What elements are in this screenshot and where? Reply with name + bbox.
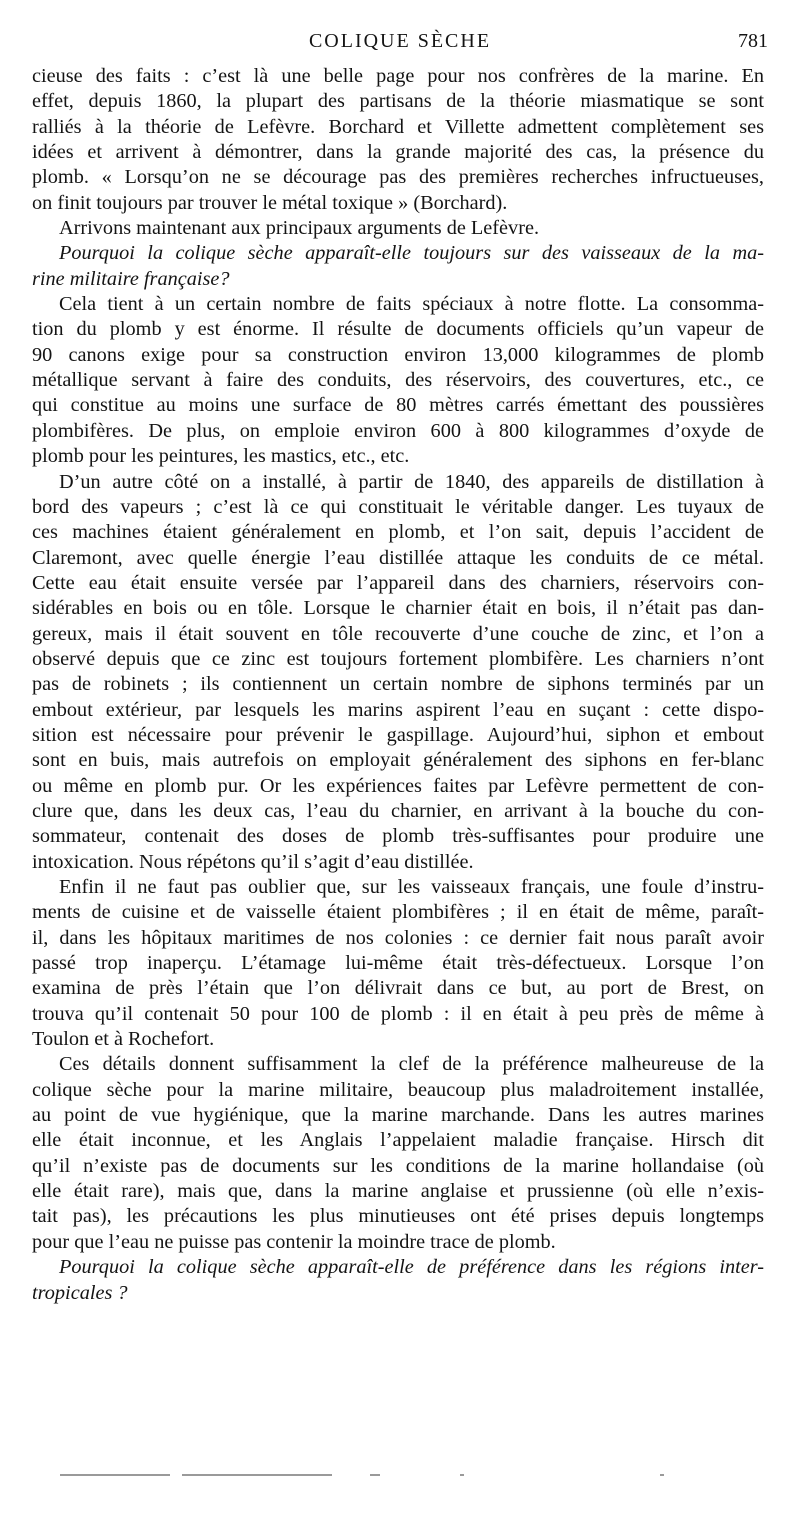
text-line: observé depuis que ce zinc est toujours fortement plombifère. Les charniers n’ont xyxy=(32,647,764,670)
scan-artifact xyxy=(460,1474,464,1476)
text-line: sommateur, contenait des doses de plomb très-suffisantes pour produire une xyxy=(32,825,764,848)
text-line: Arrivons maintenant aux principaux arguments de Lefèvre. xyxy=(59,217,540,240)
scan-artifact xyxy=(370,1474,380,1476)
text-line: ces machines étaient généralement en plomb, et l’on sait, depuis l’accident de xyxy=(32,521,764,544)
text-line: effet, depuis 1860, la plupart des partisans de la théorie miasmatique se sont xyxy=(32,90,764,113)
text-line: sidérables en bois ou en tôle. Lorsque le charnier était en bois, il n’était pas dan- xyxy=(32,597,764,620)
text-line: passé trop inaperçu. L’étamage lui-même était très-défectueux. Lorsque l’on xyxy=(32,952,764,975)
text-line: ou même en plomb pur. Or les expériences faites par Lefèvre permettent de con- xyxy=(32,774,764,797)
text-line: intoxication. Nous répétons qu’il s’agit d’eau distillée. xyxy=(32,850,474,873)
text-line: Claremont, avec quelle énergie l’eau distillée attaque les conduits de ce métal. xyxy=(32,546,764,569)
text-line: ments de cuisine et de vaisselle étaient plombifères ; il en était de même, paraît- xyxy=(32,901,764,924)
text-line: sition est nécessaire pour prévenir le gaspillage. Aujourd’hui, siphon et embout xyxy=(32,723,764,746)
text-line: rine militaire française? xyxy=(32,267,230,290)
text-line: plombifères. De plus, on emploie environ 600 à 800 kilogrammes d’oxyde de xyxy=(32,419,764,442)
scan-artifact xyxy=(660,1474,664,1476)
text-line: Pourquoi la colique sèche apparaît-elle de préférence dans les régions inter- xyxy=(59,1256,764,1279)
text-line: bord des vapeurs ; c’est là ce qui constituait le véritable danger. Les tuyaux de xyxy=(32,495,764,518)
text-line: elle était rare), mais que, dans la marine anglaise et prussienne (où elle n’exis- xyxy=(32,1180,764,1203)
text-line: idées et arrivent à démontrer, dans la grande majorité des cas, la présence du xyxy=(32,141,764,164)
text-line: qu’il n’existe pas de documents sur les conditions de la marine hollandaise (où xyxy=(32,1154,764,1177)
text-line: trouva qu’il contenait 50 pour 100 de plomb : il en était à peu près de même à xyxy=(32,1002,764,1025)
text-line: plomb. « Lorsqu’on ne se décourage pas des premières recherches infructueuses, xyxy=(32,166,764,189)
text-line: sont en buis, mais autrefois on employait généralement des siphons en fer-blanc xyxy=(32,749,764,772)
text-line: gereux, mais il était souvent en tôle recouverte d’une couche de zinc, et l’on a xyxy=(32,622,764,645)
text-line: 90 canons exige pour sa construction environ 13,000 kilogrammes de plomb xyxy=(32,343,764,366)
text-line: cieuse des faits : c’est là une belle page pour nos confrères de la marine. En xyxy=(32,65,764,87)
text-line: elle était inconnue, et les Anglais l’appelaient maladie française. Hirsch dit xyxy=(32,1129,764,1152)
text-line: ralliés à la théorie de Lefèvre. Borchard et Villette admettent complètement ses xyxy=(32,115,764,138)
page-header xyxy=(32,30,768,56)
text-line: au point de vue hygiénique, que la marine marchande. Dans les autres marines xyxy=(32,1104,764,1127)
text-line: examina de près l’étain que l’on délivrait dans ce but, au port de Brest, on xyxy=(32,977,764,1000)
text-line: plomb pour les peintures, les mastics, etc., etc. xyxy=(32,445,410,468)
text-line: tropicales ? xyxy=(32,1281,128,1304)
text-line: D’un autre côté on a installé, à partir de 1840, des appareils de distillation à xyxy=(59,470,764,493)
text-line: colique sèche pour la marine militaire, beaucoup plus maladroitement installée, xyxy=(32,1078,764,1101)
text-line: embout extérieur, par lesquels les marins aspirent l’eau en suçant : cette dispo- xyxy=(32,698,764,721)
text-line: Toulon et à Rochefort. xyxy=(32,1028,215,1051)
text-line: pour que l’eau ne puisse pas contenir la moindre trace de plomb. xyxy=(32,1230,556,1253)
running-title: COLIQUE SÈCHE xyxy=(308,30,492,52)
text-line: tion du plomb y est énorme. Il résulte de documents officiels qu’un vapeur de xyxy=(32,318,764,341)
scan-artifact xyxy=(182,1474,332,1476)
text-line: on finit toujours par trouver le métal toxique » (Borchard). xyxy=(32,191,508,214)
text-line: tait pas), les précautions les plus minutieuses ont été prises depuis longtemps xyxy=(32,1205,764,1228)
text-line: pas de robinets ; ils contiennent un certain nombre de siphons terminés par un xyxy=(32,673,764,696)
text-line: Pourquoi la colique sèche apparaît-elle toujours sur des vaisseaux de la ma- xyxy=(59,242,764,265)
text-line: Cela tient à un certain nombre de faits spéciaux à notre flotte. La consomma- xyxy=(59,293,764,316)
text-line: clure que, dans les deux cas, l’eau du charnier, en arrivant à la bouche du con- xyxy=(32,799,764,822)
scan-artifact xyxy=(60,1474,170,1476)
text-line: Enfin il ne faut pas oublier que, sur les vaisseaux français, une foule d’instru- xyxy=(59,876,764,898)
text-line: Ces détails donnent suffisamment la clef de la préférence malheureuse de la xyxy=(59,1053,764,1076)
text-line: métallique servant à faire des conduits, des réservoirs, des couvertures, etc., ce xyxy=(32,369,764,392)
text-line: il, dans les hôpitaux maritimes de nos colonies : ce dernier fait nous paraît avoir xyxy=(32,926,764,949)
body-text xyxy=(32,64,764,1306)
page-number: 781 xyxy=(738,30,768,52)
text-line: Cette eau était ensuite versée par l’appareil dans des charniers, réservoirs con- xyxy=(32,571,764,594)
text-line: qui constitue au moins une surface de 80 mètres carrés émettant des poussières xyxy=(32,394,764,417)
